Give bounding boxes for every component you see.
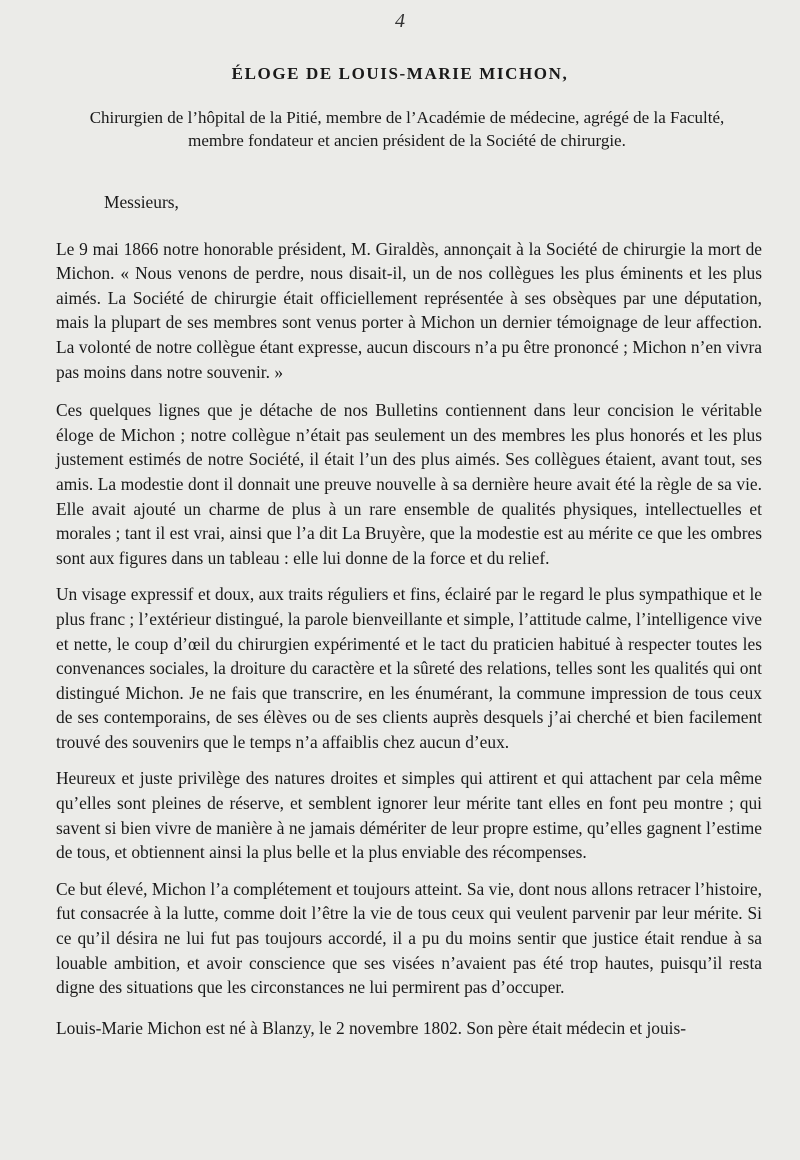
paragraph: Louis-Marie Michon est né à Blanzy, le 2 novembre 1802. Son père était médecin et jouis- (56, 1017, 687, 1038)
page-title: ÉLOGE DE LOUIS-MARIE MICHON, (231, 64, 569, 83)
paragraph: Le 9 mai 1866 notre honorable président, M. Giraldès, annonçait à la Société de chirurgie la mort de Michon. « Nous venons de perdre, nous disait-il, un de nos collègues les plus éminents et les plus aimés. La Société de chirurgie était officiellement représentée à ses obsèques par une députation, mais la plupart de ses membres sont venus porter à Michon un dernier témoignage de leur affection. La volonté de notre collègue étant expresse, aucun discours n’a pu être prononcé ; Michon n’en vivra pas moins dans notre souvenir. » (56, 238, 762, 382)
subtitle-line: membre fondateur et ancien président de la Société de chirurgie. (188, 131, 626, 150)
paragraph: Un visage expressif et doux, aux traits réguliers et fins, éclairé par le regard le plus sympathique et le plus franc ; l’extérieur distingué, la parole bienveillante et simple, l’attitude calme, l’intelligence vive et nette, le coup d’œil du chirurgien expérimenté et le tact du praticien habitué à respecter toutes les convenances sociales, la droiture du caractère et la sûreté des relations, telles sont les qualités qui ont distingué Michon. Je ne fais que transcrire, en les énumérant, la commune impression de tous ceux de ses contemporains, de ses élèves ou de ses clients auprès desquels j’ai cherché et bien facilement trouvé des souvenirs que le temps n’a affaiblis chez aucun d’eux. (56, 584, 762, 752)
paragraph: Ces quelques lignes que je détache de nos Bulletins contiennent dans leur concision le véritable éloge de Michon ; notre collègue n’était pas seulement un des membres les plus honorés et les plus justement estimés de notre Société, il était l’un des plus aimés. Ses collègues étaient, avant tout, ses amis. La modestie dont il donnait une preuve nouvelle à sa dernière heure avait été la règle de sa vie. Elle avait ajouté un charme de plus à un rare ensemble de qualités physiques, intellectuelles et morales ; tant il est vrai, ainsi que l’a dit La Bruyère, que la modestie est au mérite ce que les ombres sont aux figures dans un tableau : elle lui donne de la force et du relief. (56, 400, 762, 568)
paragraph: Ce but élevé, Michon l’a complétement et toujours atteint. Sa vie, dont nous allons retracer l’histoire, fut consacrée à la lutte, comme doit l’être la vie de tous ceux qui veulent parvenir par leur mérite. Si ce qu’il désira ne lui fut pas toujours accordé, il a pu du moins sentir que justice était rendue à sa louable ambition, et avoir conscience que ses visées n’avaient pas été trop hautes, puisqu’il resta digne des situations que les circonstances ne lui permirent pas d’occuper. (56, 878, 762, 998)
subtitle-line: Chirurgien de l’hôpital de la Pitié, membre de l’Académie de médecine, agrégé de la Faculté, (89, 108, 725, 127)
page-number: 4 (395, 10, 405, 32)
subtitle (56, 106, 758, 152)
body-text (56, 190, 762, 1052)
paragraph: Heureux et juste privilège des natures droites et simples qui attirent et qui attachent par cela même qu’elles sont pleines de réserve, et semblent ignorer leur mérite tant elles en font peu montre ; qui savent si bien vivre de manière à ne jamais démériter de leur propre estime, qu’elles gagnent l’estime de tous, et obtiennent ainsi la plus belle et la plus enviable des récompenses. (56, 768, 762, 863)
salutation: Messieurs, (104, 192, 179, 212)
